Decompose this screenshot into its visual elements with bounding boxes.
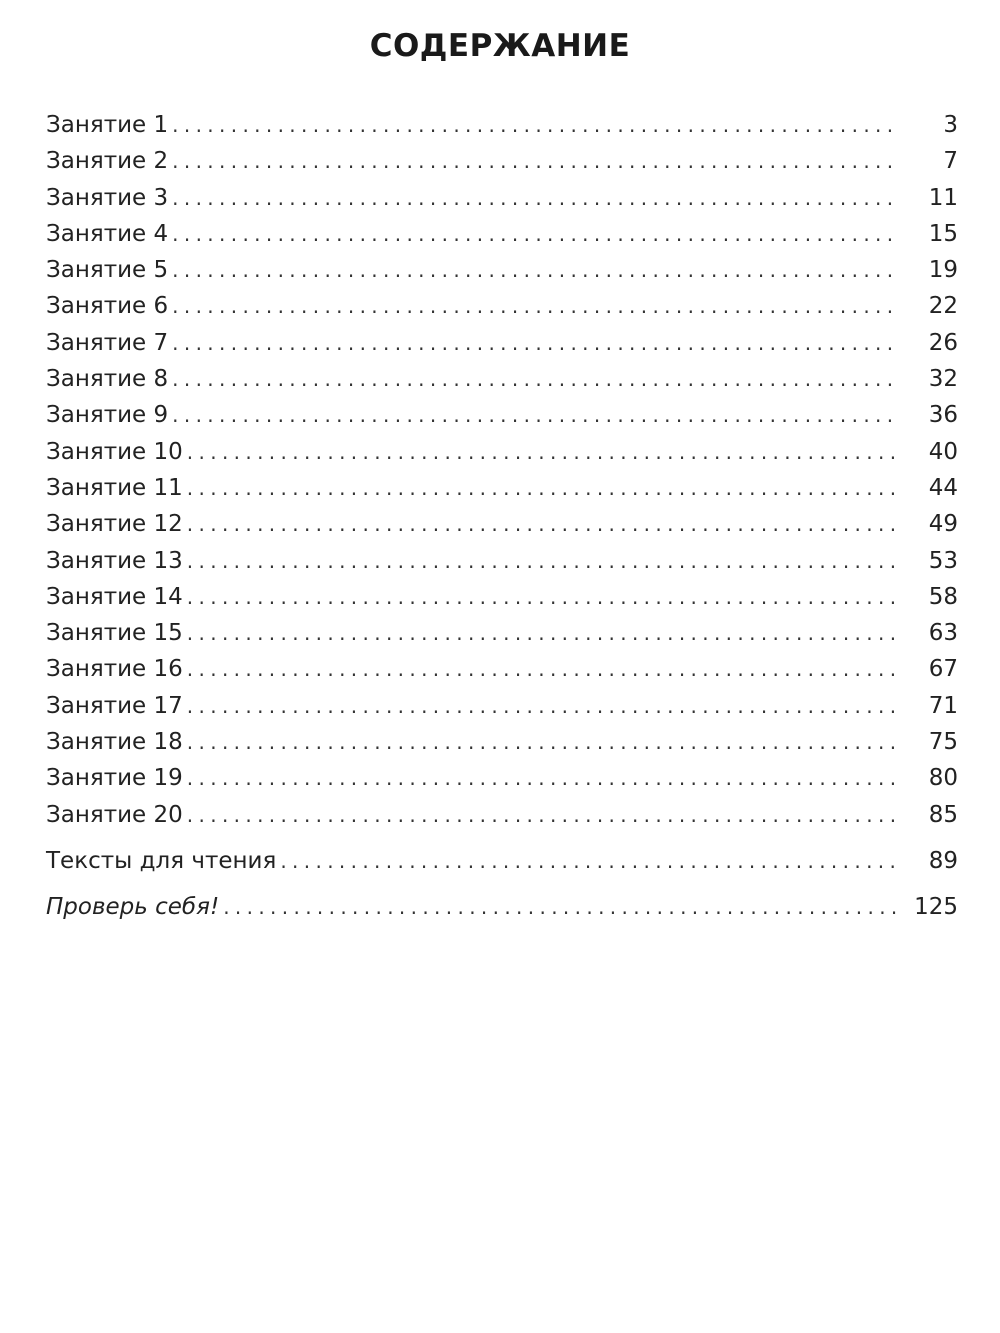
toc-page-number: 26 [928, 329, 958, 356]
dot-leader [187, 543, 898, 579]
dot-leader [223, 889, 898, 925]
dot-leader [187, 651, 898, 687]
toc-entry-label: Занятие 5 [46, 257, 169, 284]
toc-entry-label: Занятие 4 [46, 220, 169, 247]
dot-leader [172, 361, 898, 397]
toc-entry-lesson-6[interactable] [46, 288, 958, 324]
toc-page-number: 19 [928, 257, 958, 284]
toc-page-number: 53 [928, 547, 958, 574]
dot-leader [187, 506, 898, 542]
toc-page-number: 15 [928, 220, 958, 247]
toc-entry-label: Занятие 15 [46, 620, 183, 647]
toc-page-number: 89 [928, 847, 958, 874]
toc-page-number: 3 [943, 112, 958, 138]
toc-page-number: 80 [928, 765, 958, 792]
table-of-contents [46, 107, 958, 926]
toc-entry-lesson-13[interactable] [46, 543, 958, 579]
toc-entry-lesson-16[interactable] [46, 651, 958, 687]
toc-entry-lesson-12[interactable] [46, 506, 958, 542]
toc-entry-label: Занятие 3 [46, 184, 169, 211]
toc-page-number: 63 [928, 620, 958, 647]
dot-leader [187, 797, 898, 833]
dot-leader [172, 107, 898, 143]
toc-entry-lesson-5[interactable] [46, 252, 958, 288]
toc-entry-lesson-18[interactable] [46, 724, 958, 760]
toc-entry-label: Занятие 11 [46, 474, 183, 501]
toc-entry-label: Занятие 8 [46, 366, 169, 393]
toc-page-number: 71 [928, 692, 958, 719]
toc-entry-label: Занятие 6 [46, 293, 169, 320]
toc-entry-lesson-19[interactable] [46, 760, 958, 796]
page-title: СОДЕРЖАНИЕ [369, 28, 631, 64]
toc-entry-lesson-10[interactable] [46, 434, 958, 470]
dot-leader [172, 143, 898, 179]
toc-entry-lesson-3[interactable] [46, 180, 958, 216]
toc-page-number: 40 [928, 438, 958, 465]
toc-entry-label: Занятие 7 [46, 329, 169, 356]
dot-leader [172, 252, 898, 288]
toc-page-number: 67 [928, 656, 958, 683]
toc-entry-label: Занятие 14 [46, 583, 183, 610]
toc-entry-lesson-9[interactable] [46, 397, 958, 433]
toc-entry-lesson-17[interactable] [46, 688, 958, 724]
toc-entry-reading-texts[interactable] [46, 843, 958, 879]
toc-entry-self-check[interactable] [46, 889, 958, 925]
toc-page-number: 32 [928, 366, 958, 393]
dot-leader [280, 843, 898, 879]
dot-leader [172, 288, 898, 324]
toc-entry-label: Занятие 20 [46, 801, 183, 828]
toc-page-number: 11 [928, 184, 958, 211]
toc-page-number: 49 [928, 511, 958, 538]
dot-leader [172, 180, 898, 216]
toc-entry-lesson-1[interactable] [46, 107, 958, 143]
toc-entry-label: Занятие 2 [46, 148, 169, 175]
dot-leader [172, 325, 898, 361]
toc-entry-lesson-7[interactable] [46, 325, 958, 361]
toc-entry-label: Занятие 12 [46, 511, 183, 538]
dot-leader [172, 216, 898, 252]
dot-leader [187, 615, 898, 651]
dot-leader [172, 397, 898, 433]
toc-entry-label: Занятие 9 [46, 402, 169, 429]
toc-entry-lesson-4[interactable] [46, 216, 958, 252]
toc-entry-label: Занятие 13 [46, 547, 183, 574]
dot-leader [187, 434, 898, 470]
toc-entry-label: Занятие 19 [46, 765, 183, 792]
toc-entry-lesson-20[interactable] [46, 797, 958, 833]
toc-page-number: 85 [928, 801, 958, 828]
dot-leader [187, 724, 898, 760]
toc-entry-lesson-11[interactable] [46, 470, 958, 506]
dot-leader [187, 579, 898, 615]
toc-entry-label: Занятие 16 [46, 656, 183, 683]
toc-entry-lesson-15[interactable] [46, 615, 958, 651]
dot-leader [187, 470, 898, 506]
toc-entry-label: Проверь себя! [46, 894, 220, 921]
dot-leader [187, 760, 898, 796]
toc-entry-lesson-8[interactable] [46, 361, 958, 397]
toc-page-number: 44 [928, 474, 958, 501]
toc-entry-label: Занятие 10 [46, 438, 183, 465]
toc-page-number: 75 [928, 729, 958, 756]
toc-page-number: 125 [914, 894, 958, 921]
toc-entry-label: Занятие 18 [46, 729, 183, 756]
toc-page-number: 22 [928, 293, 958, 320]
toc-page-number: 7 [943, 148, 958, 175]
toc-page-number: 58 [928, 583, 958, 610]
toc-entry-lesson-2[interactable] [46, 143, 958, 179]
toc-page-number: 36 [928, 402, 958, 429]
dot-leader [187, 688, 898, 724]
toc-entry-label: Занятие 17 [46, 692, 183, 719]
toc-entry-lesson-14[interactable] [46, 579, 958, 615]
toc-entry-label: Тексты для чтения [46, 847, 277, 874]
toc-entry-label: Занятие 1 [46, 112, 169, 138]
